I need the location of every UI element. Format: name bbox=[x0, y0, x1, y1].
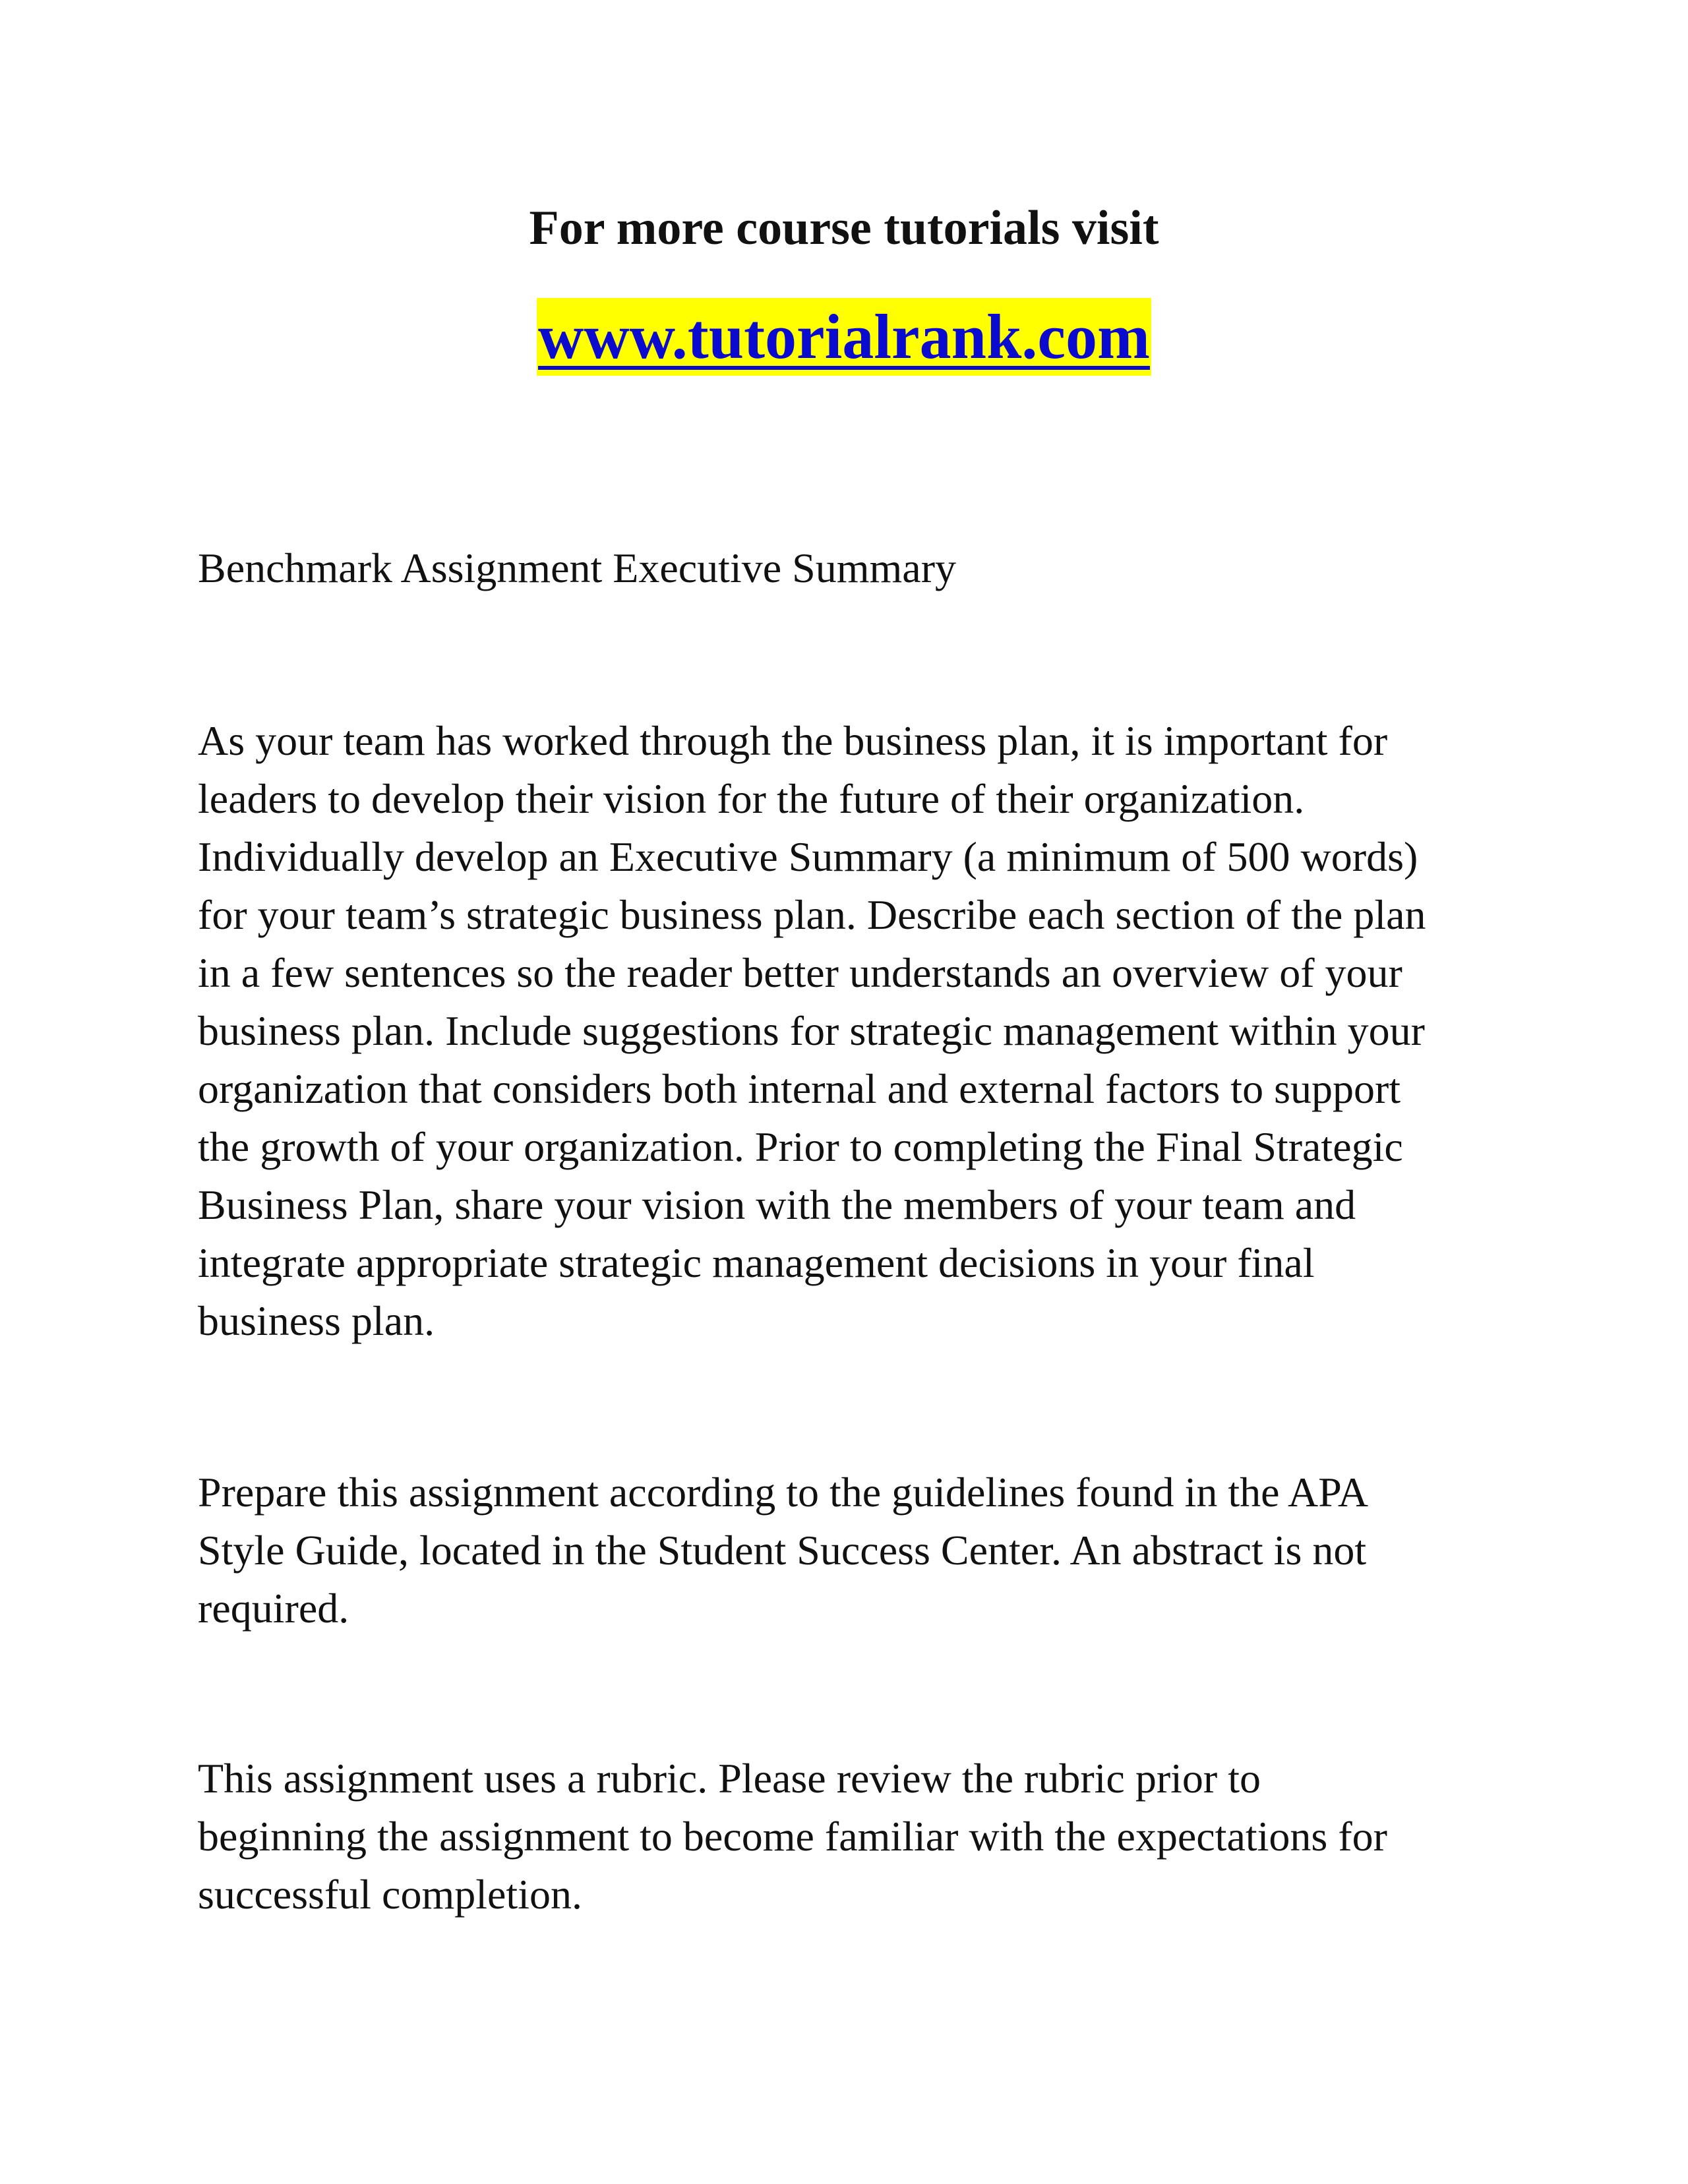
paragraph-instructions bbox=[198, 712, 1517, 1350]
paragraph-line: beginning the assignment to become familiar with the expectations for bbox=[198, 1813, 1387, 1860]
paragraph-rubric bbox=[198, 1750, 1517, 1924]
paragraph-line: successful completion. bbox=[198, 1871, 582, 1918]
paragraph-line: Style Guide, located in the Student Success Center. An abstract is not bbox=[198, 1527, 1367, 1574]
paragraph-line: leaders to develop their vision for the future of their organization. bbox=[198, 775, 1305, 822]
paragraph-line: required. bbox=[198, 1585, 349, 1632]
paragraph-line: the growth of your organization. Prior to completing the Final Strategic bbox=[198, 1123, 1403, 1170]
tutorials-visit-text: For more course tutorials visit bbox=[529, 201, 1159, 255]
website-link[interactable]: www.tutorialrank.com bbox=[537, 298, 1151, 376]
paragraph-line: for your team’s strategic business plan. Describe each section of the plan bbox=[198, 891, 1426, 938]
paragraph-line: This assignment uses a rubric. Please review the rubric prior to bbox=[198, 1755, 1261, 1802]
document-heading: Benchmark Assignment Executive Summary bbox=[198, 545, 956, 591]
paragraph-line: organization that considers both internal and external factors to support bbox=[198, 1065, 1401, 1112]
website-link-container bbox=[0, 298, 1688, 376]
paragraph-line: Individually develop an Executive Summary (a minimum of 500 words) bbox=[198, 833, 1418, 880]
paragraph-line: integrate appropriate strategic management decisions in your final bbox=[198, 1239, 1315, 1286]
paragraph-line: business plan. Include suggestions for strategic management within your bbox=[198, 1007, 1425, 1054]
paragraph-line: Business Plan, share your vision with the members of your team and bbox=[198, 1181, 1356, 1228]
paragraph-line: business plan. bbox=[198, 1297, 435, 1344]
paragraph-line: Prepare this assignment according to the guidelines found in the APA bbox=[198, 1469, 1369, 1516]
paragraph-line: As your team has worked through the business plan, it is important for bbox=[198, 717, 1388, 764]
paragraph-line: in a few sentences so the reader better understands an overview of your bbox=[198, 949, 1402, 996]
paragraph-apa-guidelines bbox=[198, 1463, 1517, 1638]
